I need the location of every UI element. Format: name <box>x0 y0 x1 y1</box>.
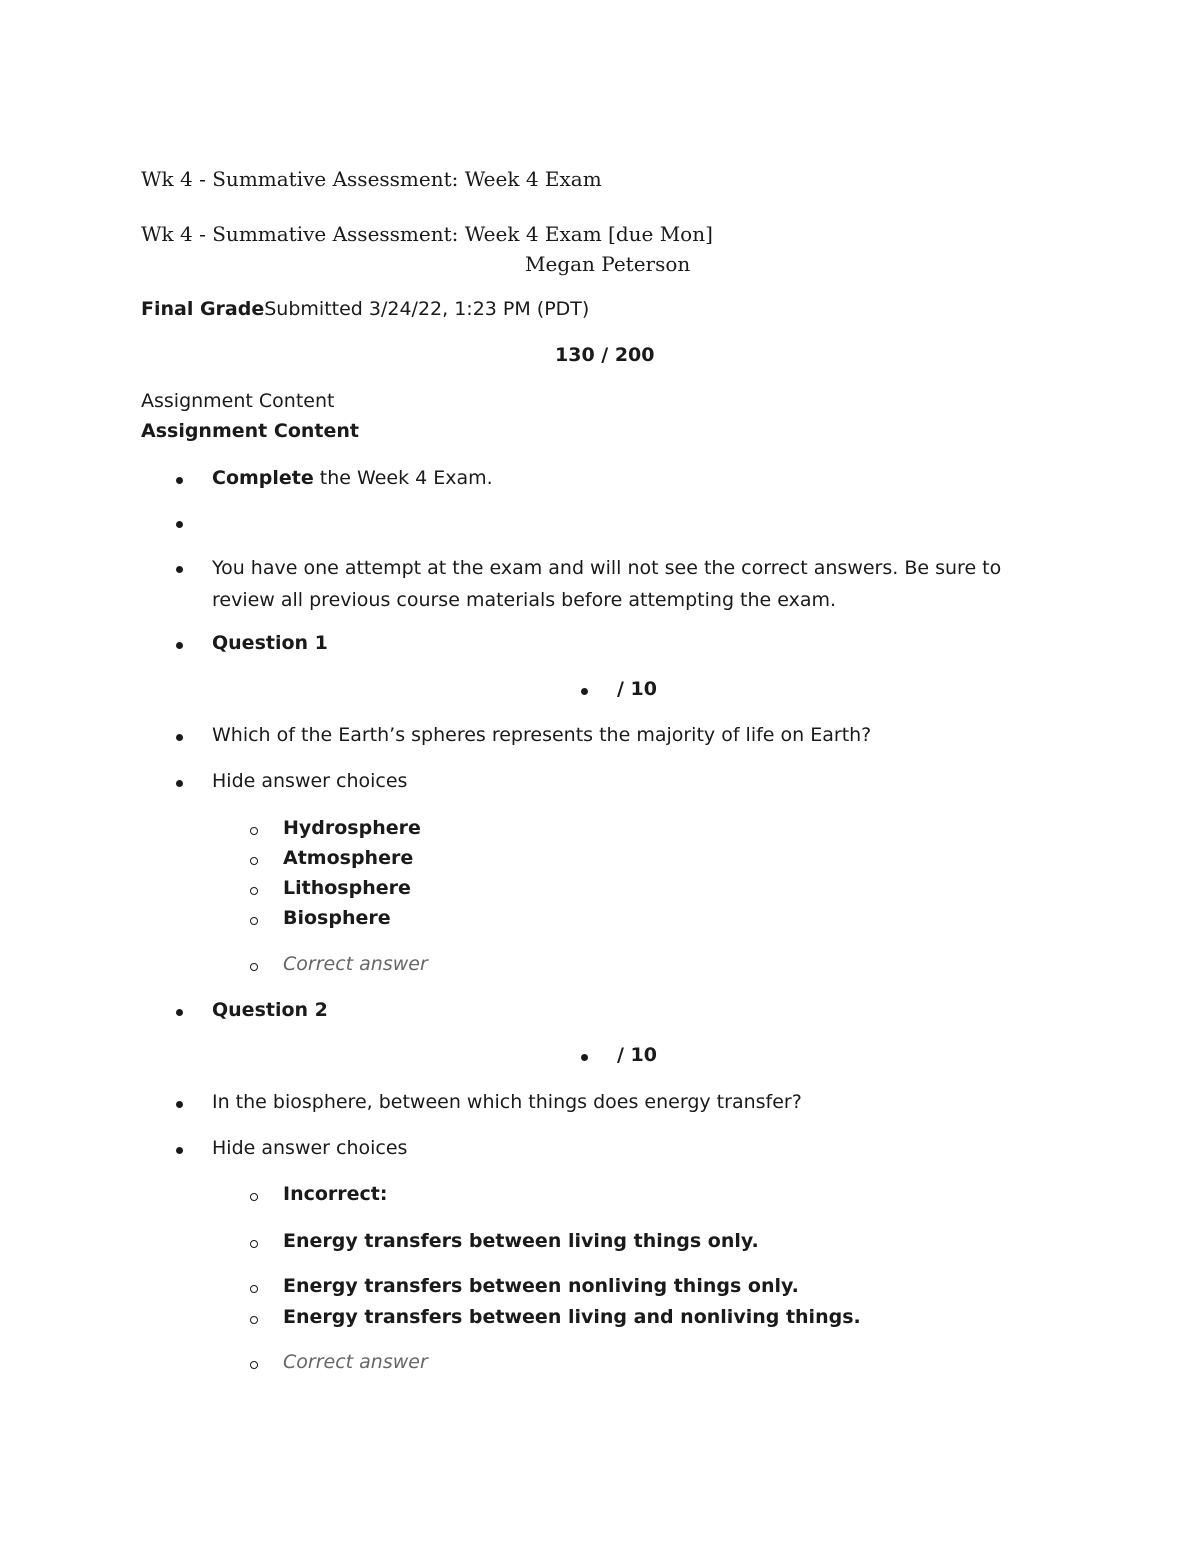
question-title: Question 2 <box>212 999 328 1021</box>
bullet-icon <box>581 688 588 695</box>
bullet-icon <box>176 780 183 787</box>
assignment-content-heading-bold: Assignment Content <box>141 420 359 442</box>
bullet-icon <box>176 1101 183 1108</box>
bullet-icon <box>176 477 183 484</box>
bullet-icon <box>176 734 183 741</box>
answer-choice: Energy transfers between nonliving things only. <box>283 1275 799 1297</box>
circle-bullet-icon <box>250 887 258 895</box>
answer-choice: Biosphere <box>283 907 391 929</box>
answer-choice: Atmosphere <box>283 847 414 869</box>
answer-choice: Hydrosphere <box>283 817 421 839</box>
bullet-icon <box>176 566 183 573</box>
bullet-icon <box>176 1147 183 1154</box>
assignment-title: Wk 4 - Summative Assessment: Week 4 Exam [due Mon] <box>141 222 713 246</box>
correct-answer-label: Correct answer <box>283 953 428 975</box>
bullet-icon <box>176 642 183 649</box>
instruction-bold: Complete <box>212 467 314 489</box>
circle-bullet-icon <box>250 1240 258 1248</box>
circle-bullet-icon <box>250 827 258 835</box>
answer-choice: Energy transfers between living and nonliving things. <box>283 1306 861 1328</box>
grade-line <box>141 298 589 321</box>
hide-answer-choices-link[interactable]: Hide answer choices <box>212 1137 408 1159</box>
page-title: Wk 4 - Summative Assessment: Week 4 Exam <box>141 167 602 191</box>
instruction-item <box>212 467 493 490</box>
question-prompt: In the biosphere, between which things does energy transfer? <box>212 1091 802 1113</box>
answer-choice: Energy transfers between living things only. <box>283 1230 759 1252</box>
circle-bullet-icon <box>250 1193 258 1201</box>
bullet-icon <box>581 1054 588 1061</box>
bullet-icon <box>176 521 183 528</box>
question-points: / 10 <box>617 678 657 700</box>
hide-answer-choices-link[interactable]: Hide answer choices <box>212 770 408 792</box>
student-name: Megan Peterson <box>525 252 691 276</box>
question-title: Question 1 <box>212 632 328 654</box>
answer-status: Incorrect: <box>283 1183 388 1205</box>
circle-bullet-icon <box>250 857 258 865</box>
question-points: / 10 <box>617 1044 657 1066</box>
instruction-text: the Week 4 Exam. <box>313 467 493 489</box>
instruction-item: You have one attempt at the exam and will not see the correct answers. Be sure to review all previous course materials before attempting the exam. <box>212 557 1002 611</box>
assignment-content-heading: Assignment Content <box>141 390 335 412</box>
circle-bullet-icon <box>250 963 258 971</box>
circle-bullet-icon <box>250 917 258 925</box>
circle-bullet-icon <box>250 1285 258 1293</box>
circle-bullet-icon <box>250 1361 258 1369</box>
correct-answer-label: Correct answer <box>283 1351 428 1373</box>
bullet-icon <box>176 1009 183 1016</box>
final-grade-label: Final Grade <box>141 298 265 320</box>
question-prompt: Which of the Earth’s spheres represents the majority of life on Earth? <box>212 724 872 746</box>
grade-score: 130 / 200 <box>555 344 655 366</box>
answer-choice: Lithosphere <box>283 877 411 899</box>
circle-bullet-icon <box>250 1316 258 1324</box>
submitted-timestamp: Submitted 3/24/22, 1:23 PM (PDT) <box>264 298 590 320</box>
